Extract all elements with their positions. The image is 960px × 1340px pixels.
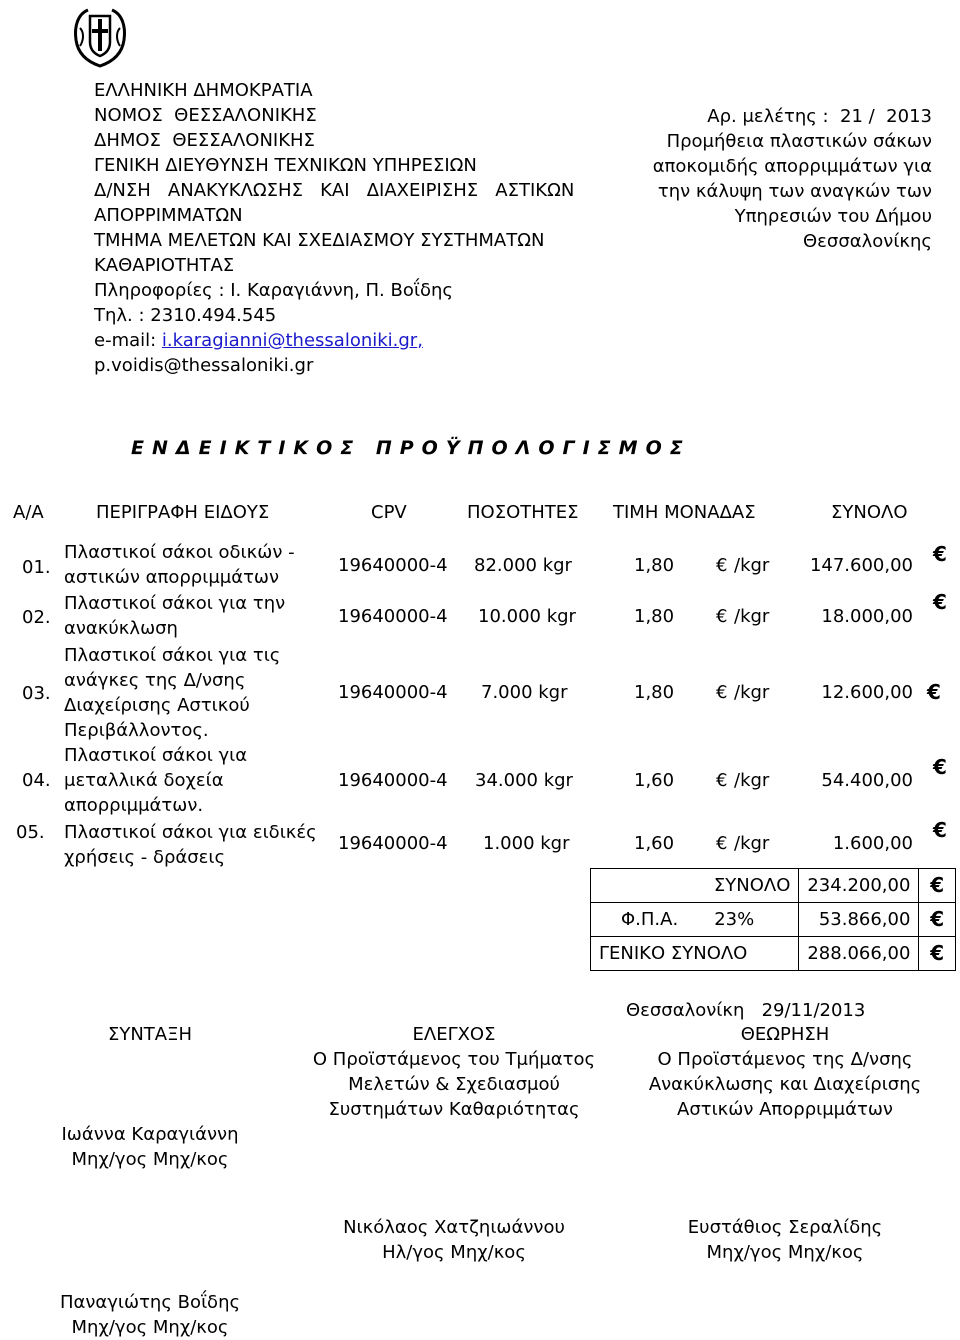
signature-checked-person <box>304 1215 604 1265</box>
row-aa: 01. <box>22 557 51 578</box>
euro-sign: € <box>716 555 728 576</box>
summary-table <box>590 868 956 971</box>
summary-label: ΣΥΝΟΛΟ <box>713 875 791 896</box>
row-quantity: 34.000 kgr <box>475 770 573 791</box>
summary-label: ΓΕΝΙΚΟ ΣΥΝΟΛΟ <box>599 943 748 964</box>
header-line: ΔΗΜΟΣ ΘΕΣΣΑΛΟΝΙΚΗΣ <box>94 130 315 151</box>
euro-sign: € <box>933 542 947 566</box>
document-title: ΕΝΔΕΙΚΤΙΚΟΣ ΠΡΟΫΠΟΛΟΓΙΣΜΟΣ <box>131 437 691 459</box>
signature-heading: ΘΕΩΡΗΣΗ <box>740 1024 830 1045</box>
header-left <box>94 78 574 378</box>
unit-suffix: /kgr <box>734 606 770 627</box>
euro-sign: € <box>933 818 947 842</box>
signer-name: Παναγιώτης Βοΐδης <box>59 1292 241 1313</box>
row-total: 18.000,00 <box>821 606 913 627</box>
col-header-unit-price: ΤΙΜΗ ΜΟΝΑΔΑΣ <box>613 502 756 523</box>
signer-role: Αστικών Απορριμμάτων <box>677 1099 893 1120</box>
row-total: 147.600,00 <box>809 555 913 576</box>
row-unit-price: 1,60 <box>634 833 675 854</box>
row-description <box>64 540 295 590</box>
description-line: Πλαστικοί σάκοι για την <box>64 593 286 614</box>
euro-sign: € <box>716 833 728 854</box>
subject-line: Προμήθεια πλαστικών σάκων <box>666 131 932 152</box>
summary-row-grand-total <box>591 937 956 971</box>
email-voidis: p.voidis@thessaloniki.gr <box>94 355 314 376</box>
row-aa: 04. <box>22 770 51 791</box>
summary-row-vat <box>591 903 956 937</box>
header-line: Δ/ΝΣΗ ΑΝΑΚΥΚΛΩΣΗΣ ΚΑΙ ΔΙΑΧΕΙΡΙΣΗΣ ΑΣΤΙΚΩΝ <box>94 180 575 201</box>
unit-suffix: /kgr <box>734 555 770 576</box>
row-total: 54.400,00 <box>821 770 913 791</box>
col-header-aa: Α/Α <box>13 502 44 523</box>
euro-sign: € <box>930 940 945 965</box>
euro-sign: € <box>933 590 947 614</box>
signature-compiled <box>20 1022 280 1047</box>
signer-name: Νικόλαος Χατζηιωάννου <box>343 1217 565 1238</box>
signature-approved <box>630 1022 940 1122</box>
signer-title: Μηχ/γος Μηχ/κος <box>71 1317 229 1338</box>
row-total: 1.600,00 <box>832 833 913 854</box>
place-date: Θεσσαλονίκη 29/11/2013 <box>626 1000 866 1021</box>
description-line: Πλαστικοί σάκοι για <box>64 745 248 766</box>
signer-title: Μηχ/γος Μηχ/κος <box>71 1149 229 1170</box>
euro-sign: € <box>716 682 728 703</box>
row-aa: 03. <box>22 683 51 704</box>
row-cpv: 19640000-4 <box>338 606 448 627</box>
euro-sign: € <box>716 606 728 627</box>
euro-sign: € <box>930 906 945 931</box>
signer-title: Ηλ/γος Μηχ/κος <box>382 1242 526 1263</box>
subject-line: την κάλυψη των αναγκών των <box>657 181 932 202</box>
header-line: ΤΜΗΜΑ ΜΕΛΕΤΩΝ ΚΑΙ ΣΧΕΔΙΑΣΜΟΥ ΣΥΣΤΗΜΑΤΩΝ <box>94 230 545 251</box>
signature-approved-person <box>630 1215 940 1265</box>
row-quantity: 1.000 kgr <box>483 833 570 854</box>
unit-suffix: /kgr <box>734 682 770 703</box>
summary-value: 53.866,00 <box>818 909 911 930</box>
row-total: 12.600,00 <box>821 682 913 703</box>
study-number: Αρ. μελέτης : 21 / 2013 <box>707 106 932 127</box>
header-line: Τηλ. : 2310.494.545 <box>94 305 277 326</box>
signer-name: Ευστάθιος Σεραλίδης <box>687 1217 883 1238</box>
summary-row-total <box>591 869 956 903</box>
summary-value: 288.066,00 <box>807 943 911 964</box>
col-header-quantities: ΠΟΣΟΤΗΤΕΣ <box>467 502 579 523</box>
description-line: Πλαστικοί σάκοι για ειδικές <box>64 822 317 843</box>
signature-compiled-person1 <box>20 1122 280 1172</box>
signature-heading: ΣΥΝΤΑΞΗ <box>107 1024 193 1045</box>
row-cpv: 19640000-4 <box>338 555 448 576</box>
email-line <box>94 328 574 353</box>
row-unit-price: 1,80 <box>634 606 675 627</box>
header-line: ΓΕΝΙΚΗ ΔΙΕΥΘΥΝΣΗ ΤΕΧΝΙΚΩΝ ΥΠΗΡΕΣΙΩΝ <box>94 155 477 176</box>
email-label: e-mail: <box>94 330 162 351</box>
header-line: ΝΟΜΟΣ ΘΕΣΣΑΛΟΝΙΚΗΣ <box>94 105 317 126</box>
header-line: ΕΛΛΗΝΙΚΗ ΔΗΜΟΚΡΑΤΙΑ <box>94 80 313 101</box>
email-link-karagianni[interactable]: i.karagianni@thessaloniki.gr <box>161 330 418 351</box>
row-quantity: 82.000 kgr <box>474 555 572 576</box>
vat-percent: 23% <box>714 909 755 930</box>
summary-label: Φ.Π.Α. <box>621 909 679 930</box>
signer-role: Ο Προϊστάμενος του Τμήματος <box>312 1049 596 1070</box>
row-unit-price: 1,80 <box>634 555 675 576</box>
header-right <box>653 104 932 254</box>
row-quantity: 7.000 kgr <box>481 682 568 703</box>
description-line: απορριμμάτων. <box>64 795 204 816</box>
email-separator: , <box>417 330 423 351</box>
signature-checked <box>304 1022 604 1122</box>
description-line: Περιβάλλοντος. <box>64 720 209 741</box>
greek-coat-of-arms-emblem <box>70 6 130 68</box>
signer-role: Ο Προϊστάμενος της Δ/νσης <box>657 1049 913 1070</box>
col-header-total: ΣΥΝΟΛΟ <box>831 502 908 523</box>
signer-role: Ανακύκλωσης και Διαχείρισης <box>648 1074 922 1095</box>
euro-sign: € <box>716 770 728 791</box>
row-description <box>64 643 280 743</box>
unit-suffix: /kgr <box>734 833 770 854</box>
header-line: Πληροφορίες : Ι. Καραγιάννη, Π. Βοΐδης <box>94 280 453 301</box>
header-line: ΚΑΘΑΡΙΟΤΗΤΑΣ <box>94 255 235 276</box>
summary-value: 234.200,00 <box>807 875 911 896</box>
row-aa: 05. <box>16 822 45 843</box>
subject-line: Θεσσαλονίκης <box>803 231 932 252</box>
unit-suffix: /kgr <box>734 770 770 791</box>
signature-heading: ΕΛΕΓΧΟΣ <box>412 1024 496 1045</box>
description-line: Πλαστικοί σάκοι οδικών - <box>64 542 295 563</box>
row-quantity: 10.000 kgr <box>478 606 576 627</box>
description-line: ανάγκες της Δ/νσης <box>64 670 246 691</box>
col-header-cpv: CPV <box>371 502 407 523</box>
subject-line: Υπηρεσιών του Δήμου <box>734 206 932 227</box>
signer-role: Συστημάτων Καθαριότητας <box>328 1099 580 1120</box>
signer-role: Μελετών & Σχεδιασμού <box>348 1074 560 1095</box>
description-line: Πλαστικοί σάκοι για τις <box>64 645 281 666</box>
description-line: μεταλλικά δοχεία <box>64 770 224 791</box>
row-description <box>64 820 317 870</box>
description-line: Διαχείρισης Αστικού <box>64 695 250 716</box>
euro-sign: € <box>933 755 947 779</box>
euro-sign: € <box>930 872 945 897</box>
row-description <box>64 743 247 818</box>
signature-compiled-person2 <box>20 1290 280 1340</box>
row-cpv: 19640000-4 <box>338 682 448 703</box>
description-line: χρήσεις - δράσεις <box>64 847 226 868</box>
row-unit-price: 1,60 <box>634 770 675 791</box>
signer-title: Μηχ/γος Μηχ/κος <box>706 1242 864 1263</box>
row-aa: 02. <box>22 607 51 628</box>
header-line: ΑΠΟΡΡΙΜΜΑΤΩΝ <box>94 205 243 226</box>
signer-name: Ιωάννα Καραγιάννη <box>61 1124 239 1145</box>
euro-sign: € <box>927 680 941 704</box>
subject-line: αποκομιδής απορριμμάτων για <box>652 156 932 177</box>
description-line: αστικών απορριμμάτων <box>64 567 280 588</box>
row-cpv: 19640000-4 <box>338 833 448 854</box>
row-cpv: 19640000-4 <box>338 770 448 791</box>
row-unit-price: 1,80 <box>634 682 675 703</box>
row-description <box>64 591 285 641</box>
col-header-description: ΠΕΡΙΓΡΑΦΗ ΕΙΔΟΥΣ <box>96 502 270 523</box>
description-line: ανακύκλωση <box>64 618 178 639</box>
